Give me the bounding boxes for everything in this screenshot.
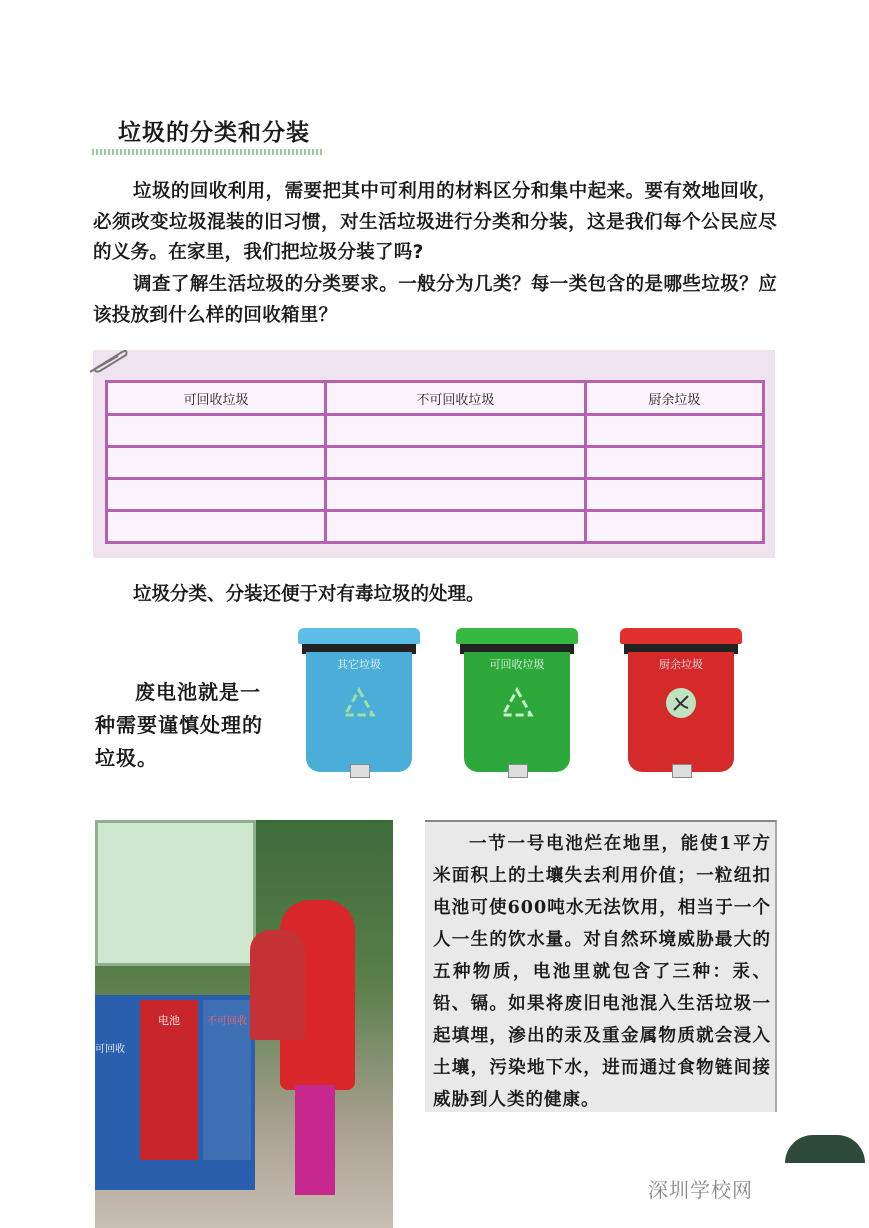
bin-label: 其它垃圾 <box>337 658 381 671</box>
table-header-row <box>107 382 764 415</box>
table-cell[interactable] <box>585 415 763 447</box>
section-title: 垃圾的分类和分装 <box>118 120 310 146</box>
table-row <box>107 511 764 543</box>
table-row <box>107 479 764 511</box>
bin-other <box>298 628 420 778</box>
table-cell[interactable] <box>107 415 326 447</box>
leaf-decoration <box>785 1135 865 1163</box>
title-underline <box>92 149 322 155</box>
bin-label: 厨余垃圾 <box>659 658 703 671</box>
paragraph: 垃圾的回收利用，需要把其中可利用的材料区分和集中起来。要有效地回收，必须改变垃圾混装的旧习惯，对生活垃圾进行分类和分装，这是我们每个公民应尽的义务。在家里，我们把垃圾分装了吗? <box>93 181 777 263</box>
bin-pedal <box>508 764 528 778</box>
bin-lid <box>456 628 578 644</box>
non-recyclable-bin: 不可回收 <box>203 1000 251 1160</box>
photo-children-recycling-batteries <box>95 820 393 1228</box>
table-cell[interactable] <box>107 447 326 479</box>
watermark: 深圳学校网 <box>648 1178 753 1202</box>
paperclip-icon <box>86 346 130 376</box>
info-box-text: 一节一号电池烂在地里，能使1平方米面积上的土壤失去利用价值；一粒纽扣电池可使600吨水无法饮用，相当于一个人一生的饮水量。对自然环境威胁最大的五种物质，电池里就包含了三种：汞、铅、镉。如果将废旧电池混入生活垃圾一起填埋，渗出的汞及重金属物质就会浸入土壤，污染地下水，进而通过食物链间接威胁到人类的健康。 <box>433 834 771 1110</box>
bin-kitchen <box>620 628 742 778</box>
table-cell[interactable] <box>326 479 586 511</box>
recyclable-bin: 可回收 <box>95 1044 125 1055</box>
bin-lid <box>298 628 420 644</box>
paragraph: 调查了解生活垃圾的分类要求。一般分为几类？每一类包含的是哪些垃圾？应该投放到什么样的回收箱里？ <box>93 274 777 326</box>
column-header: 可回收垃圾 <box>107 382 326 415</box>
sentence: 垃圾分类、分装还便于对有毒垃圾的处理。 <box>133 584 485 605</box>
side-text: 废电池就是一种需要谨慎处理的垃圾。 <box>95 680 263 770</box>
food-waste-icon <box>664 686 698 720</box>
table-cell[interactable] <box>107 511 326 543</box>
table-cell[interactable] <box>107 479 326 511</box>
column-header: 厨余垃圾 <box>585 382 763 415</box>
table-cell[interactable] <box>326 447 586 479</box>
bin-label: 可回收垃圾 <box>489 658 545 671</box>
recycle-icon <box>500 686 534 720</box>
child-pink-pants <box>295 1085 335 1195</box>
table-row <box>107 415 764 447</box>
table-row <box>107 447 764 479</box>
column-header: 不可回收垃圾 <box>326 382 586 415</box>
child-small <box>250 930 305 1040</box>
table-cell[interactable] <box>326 415 586 447</box>
bin-lid <box>620 628 742 644</box>
bin-recyclable <box>456 628 578 778</box>
classification-table <box>105 380 765 544</box>
info-sign <box>95 820 256 966</box>
battery-bin: 电池 <box>140 1000 198 1160</box>
table-cell[interactable] <box>585 511 763 543</box>
table-cell[interactable] <box>585 479 763 511</box>
bin-pedal <box>672 764 692 778</box>
recycle-icon <box>342 686 376 720</box>
table-cell[interactable] <box>326 511 586 543</box>
bin-pedal <box>350 764 370 778</box>
table-cell[interactable] <box>585 447 763 479</box>
info-box <box>425 820 777 1112</box>
